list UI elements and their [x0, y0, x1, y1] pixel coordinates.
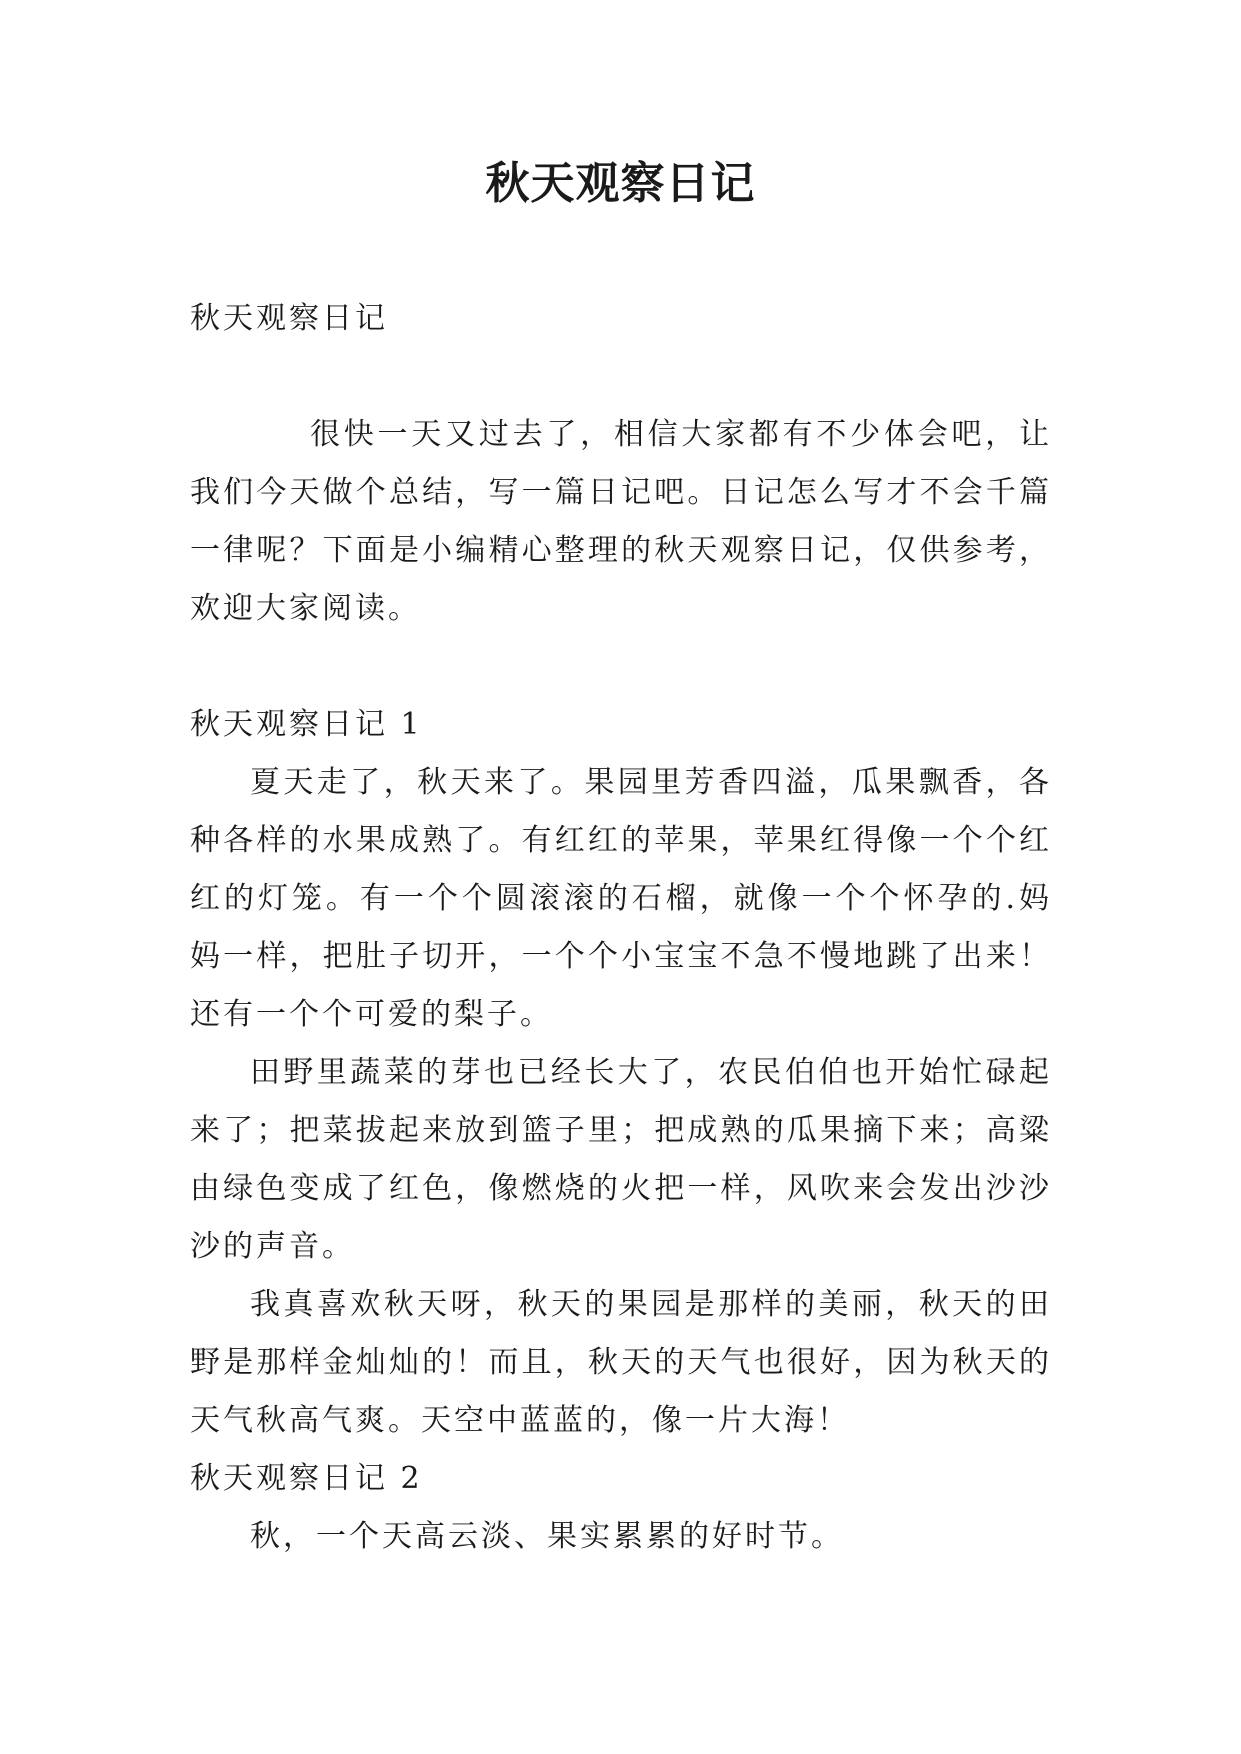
section2-paragraph: 秋，一个天高云淡、果实累累的好时节。: [250, 1519, 844, 1554]
spacer: [190, 348, 1052, 406]
document-body: [190, 290, 1052, 1566]
intro-paragraph: 很快一天又过去了，相信大家都有不少体会吧，让我们今天做个总结，写一篇日记吧。日记怎么写才不会千篇一律呢？下面是小编精心整理的秋天观察日记，仅供参考，欢迎大家阅读。: [190, 417, 1052, 626]
section1-paragraph: 我真喜欢秋天呀，秋天的果园是那样的美丽，秋天的田野是那样金灿灿的！而且，秋天的天气也很好，因为秋天的天气秋高气爽。天空中蓝蓝的，像一片大海！: [190, 1287, 1052, 1438]
document-title: 秋天观察日记: [485, 158, 756, 209]
section1-paragraph: 夏天走了，秋天来了。果园里芳香四溢，瓜果飘香，各种各样的水果成熟了。有红红的苹果，苹果红得像一个个红红的灯笼。有一个个圆滚滚的石榴，就像一个个怀孕的.妈妈一样，把肚子切开，一个个小宝宝不急不慢地跳了出来！还有一个个可爱的梨子。: [190, 765, 1052, 1032]
section-heading-1: 秋天观察日记 1: [190, 707, 423, 742]
section1-paragraph: 田野里蔬菜的芽也已经长大了，农民伯伯也开始忙碌起来了；把菜拔起来放到篮子里；把成熟的瓜果摘下来；高粱由绿色变成了红色，像燃烧的火把一样，风吹来会发出沙沙沙的声音。: [190, 1055, 1052, 1264]
section-heading-2: 秋天观察日记 2: [190, 1461, 423, 1496]
spacer: [190, 638, 1052, 696]
document-subtitle: 秋天观察日记: [190, 301, 388, 336]
